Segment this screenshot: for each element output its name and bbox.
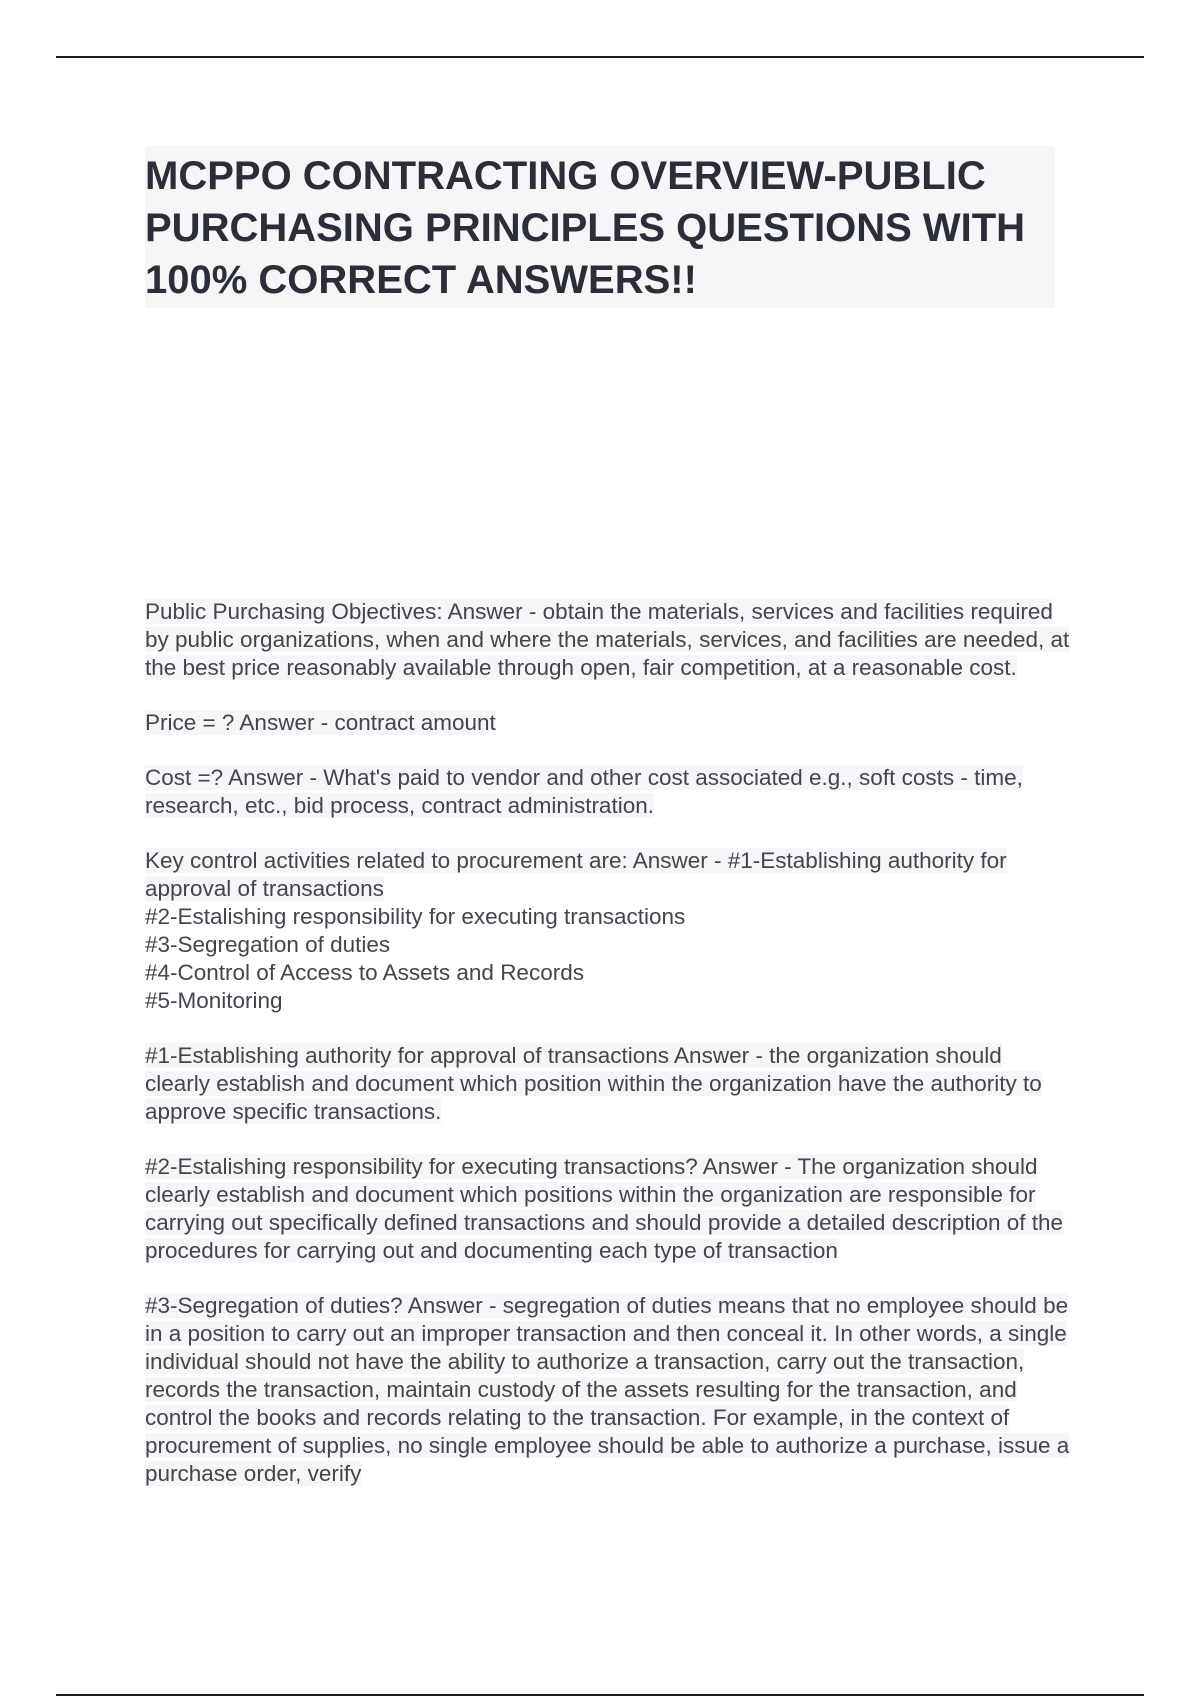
qa-text: Key control activities related to procurement are: Answer - #1-Establishing authority for approval of transactions — [145, 848, 1007, 901]
control-activities-list — [145, 903, 1070, 1015]
header-rule — [56, 56, 1144, 58]
qa-entry — [145, 1153, 1070, 1265]
qa-entry — [145, 764, 1070, 820]
qa-text: Public Purchasing Objectives: Answer - obtain the materials, services and facilities required by public organizations, when and where the materials, services, and facilities are needed, at the best price reasonably available through open, fair competition, at a reasonable cost. — [145, 599, 1070, 680]
footer-rule — [56, 1694, 1144, 1696]
qa-text: #1-Establishing authority for approval of transactions Answer - the organization should clearly establish and document which position within the organization have the authority to approve specific transactions. — [145, 1043, 1042, 1124]
document-body — [145, 598, 1070, 1515]
list-item: #5-Monitoring — [145, 988, 283, 1013]
qa-entry — [145, 1292, 1070, 1488]
title-block — [145, 146, 1055, 308]
qa-text: Price = ? Answer - contract amount — [145, 710, 496, 735]
list-item: #4-Control of Access to Assets and Records — [145, 960, 584, 985]
qa-text: #3-Segregation of duties? Answer - segregation of duties means that no employee should be in a position to carry out an improper transaction and then conceal it. In other words, a single individual should not have the ability to authorize a transaction, carry out the transaction, records the transaction, maintain custody of the assets resulting for the transaction, and control the books and records relating to the transaction. For example, in the context of procurement of supplies, no single employee should be able to authorize a purchase, issue a purchase order, verify — [145, 1293, 1070, 1486]
qa-entry — [145, 709, 1070, 737]
qa-entry — [145, 847, 1070, 1015]
list-item: #3-Segregation of duties — [145, 932, 391, 957]
list-item: #2-Estalishing responsibility for executing transactions — [145, 904, 686, 929]
qa-text: #2-Estalishing responsibility for executing transactions? Answer - The organization should clearly establish and document which positions within the organization are responsible for carrying out specifically defined transactions and should provide a detailed description of the procedures for carrying out and documenting each type of transaction — [145, 1154, 1064, 1263]
qa-text: Cost =? Answer - What's paid to vendor and other cost associated e.g., soft costs - time, research, etc., bid process, contract administration. — [145, 765, 1023, 818]
document-title: MCPPO CONTRACTING OVERVIEW-PUBLIC PURCHASING PRINCIPLES QUESTIONS WITH 100% CORRECT ANSWERS!! — [145, 154, 1026, 302]
qa-entry — [145, 1042, 1070, 1126]
qa-entry — [145, 598, 1070, 682]
